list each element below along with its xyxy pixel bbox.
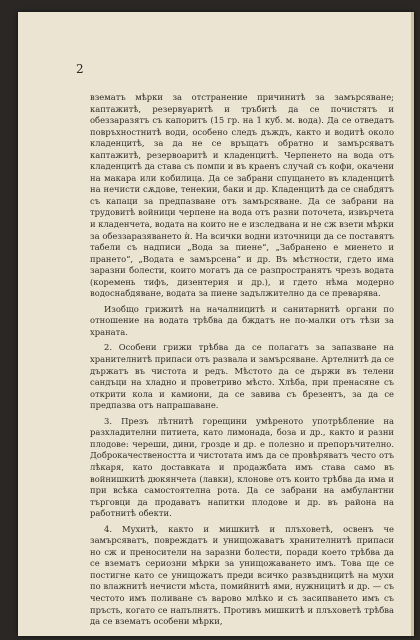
paragraph-pest-control: 4. Мухитѣ, както и мишкитѣ и плъховетѣ, освенъ че замърсяватъ, повреждатъ и унищожаватъ хранителнитѣ припаси но сж и преносители на заразни болести, поради което трѣбва да се взематъ сериозни мѣрки за унищожаването имъ. Това ще се постигне като се унищожатъ преди всичко развъдницитѣ на мухи по влажнитѣ нечисти мѣста, помийнитѣ ями, нужницитѣ и др. — съ честото имъ поливане съ варово млѣко и съ засипването имъ съ пръсть, когато се напълнятъ. Противъ мишкитѣ и плъховетѣ трѣбва да се взематъ особени мѣрки, <box>90 523 394 627</box>
page-binding-edge <box>411 12 414 636</box>
paragraph-water-summary: Изобщо грижитѣ на началницитѣ и санитарнитѣ органи по отношение на водата трѣбва да бждатъ не по-малки отъ тѣзи за храната. <box>90 303 394 337</box>
paragraph-summer-drinks: 3. Презъ лѣтнитѣ горещини умѣреното употрѣбление на разхладителни питиета, като лимонада, боза и др., както и разни плодове: череши, дини, грозде и др. е полезно и препоръчително. Доброкачествеността и чистотата имъ да се провѣряватъ често отъ лѣкаря, като доставката и продажбата имъ става само въ войнишкитѣ дюкянчета (лавки), клонове отъ които трѣбва да има и при всѣка самостоятелна рота. Да се забрани на амбулантни търговци да продаватъ напитки плодове и др. въ района на работнитѣ обекти. <box>90 415 394 519</box>
paragraph-food-storage: 2. Особени грижи трѣбва да се полагатъ за запазване на хранителнитѣ припаси отъ развала и замърсяване. Артелнитѣ да се държатъ въ чистота и редъ. Мѣстото да се държи въ телени сандъци на хладно и проветриво мѣсто. Хлѣба, при пренасяне съ открити кола и камиони, да се завива съ брезентъ, за да се предпазва отъ напрашаване. <box>90 342 394 411</box>
body-text <box>90 92 394 632</box>
page-number: 2 <box>76 62 84 76</box>
paragraph-water-measures: взематъ мѣрки за отстранение причинитѣ за замърсяване; каптажитѣ, резервуаритѣ и тръбитѣ да се почистятъ и обеззаразятъ съ капоритъ (15 гр. на 1 куб. м. вода). Да се отведатъ повръхностнитѣ води, особено следъ дъждъ, както и водитѣ около кладенцитѣ, за да не се връщатъ обратно и замърсяватъ каптажитѣ, резервоаритѣ и кладенцитѣ. Черпенето на вода отъ кладенцитѣ да става съ помпи и въ краенъ случай съ кофи, окачени на макара или кобилица. Да се забрани спущането въ кладенцитѣ на нечисти сѫдове, тенекии, баки и др. Кладенцитѣ да се снабдятъ съ капаци за предпазване отъ замърсяване. Да се забрани на трудовитѣ войници черпене на вода отъ разни поточета, извърчета и кладенчета, водата на които не е изследвана и не сж взети мѣрки за обеззаразяването ѝ. На всички водни източници да се поставятъ табели съ надписи „Вода за пиене“, „Забранено е миенето и прането“, „Водата е замърсена“ и др. Въ мѣстности, гдето има заразни болести, които могатъ да се разпространятъ чрезъ водата (коремень тифъ, дизентерия и др.), и гдето нѣма модерно водоснабдяване, водата за пиене задължително да се преварява. <box>90 92 394 299</box>
document-page <box>18 12 414 636</box>
